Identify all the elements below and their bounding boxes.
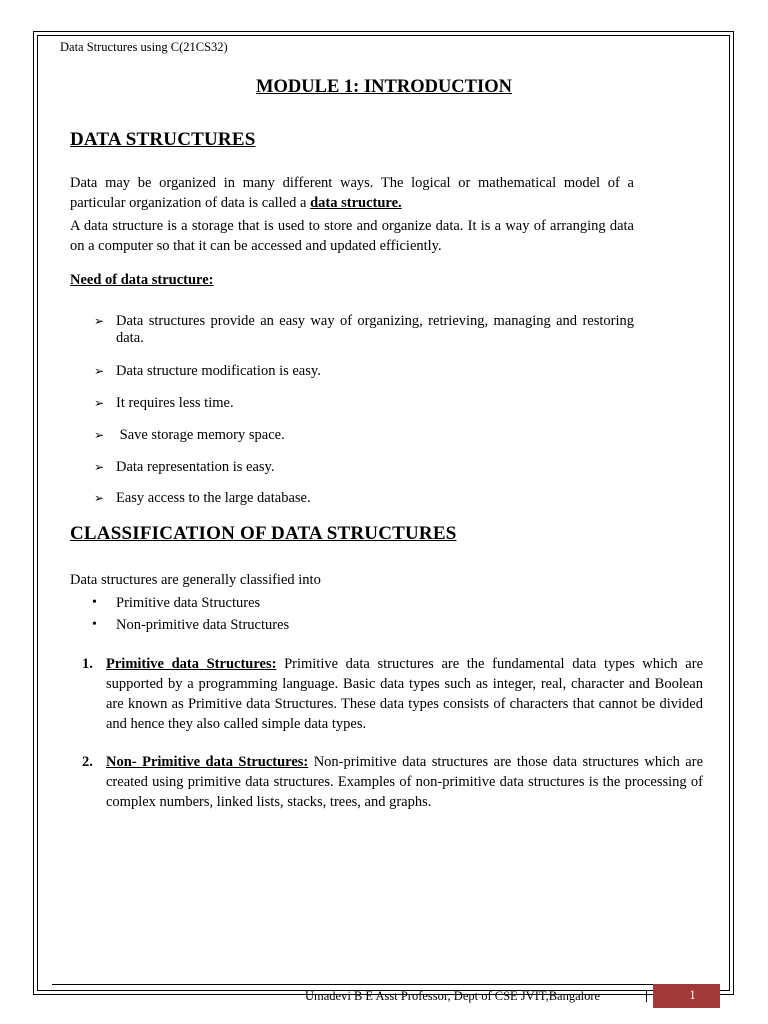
bullet-dot-icon: • [92, 595, 97, 610]
item-text: Non-primitive data structures are those data structures which are created using primitive data structures. Examples of non-primitive data structures is the processing of complex numbers, linked lists, stacks, trees, and graphs. [106, 754, 704, 810]
running-header: Data Structures using C(21CS32) [60, 40, 228, 54]
section-heading-classification: CLASSIFICATION OF DATA STRUCTURES [70, 523, 457, 544]
list-item: ➢ Data representation is easy. [94, 459, 275, 475]
item-text: Primitive data structures are the fundamental data types which are supported by a programming language. Basic data types such as integer, real, character and Boolean are known as Primitive data Structures. These data types consists of characters that cannot be divided and hence they also called simple data types. [106, 656, 703, 732]
paragraph-definition [70, 173, 634, 213]
footer-rule [52, 984, 720, 985]
arrow-bullet-icon: ➢ [94, 428, 105, 442]
numbered-item-primitive [70, 654, 703, 734]
section-heading-data-structures: DATA STRUCTURES [70, 129, 256, 150]
page-number-box [653, 984, 720, 1008]
bullet-dot-icon: • [92, 617, 97, 632]
list-item: ➢ It requires less time. [94, 395, 234, 411]
paragraph-storage: A data structure is a storage that is used to store and organize data. It is a way of arranging data on a computer so that it can be accessed and updated efficiently. [70, 218, 634, 254]
paragraph-definition-text: Data may be organized in many different ways. The logical or mathematical model of a particular organization of data is called a [70, 175, 634, 211]
list-item: ➢ Save storage memory space. [94, 427, 285, 443]
item-term: Primitive data Structures: [106, 656, 277, 672]
item-number: 1. [82, 656, 93, 672]
item-term: Non- Primitive data Structures: [106, 754, 309, 770]
footer-separator [646, 990, 647, 1002]
list-item: ➢ Data structure modification is easy. [94, 363, 321, 379]
page-number: 1 [689, 988, 696, 1002]
arrow-bullet-icon: ➢ [94, 314, 105, 328]
module-title: MODULE 1: INTRODUCTION [256, 77, 512, 97]
item-number: 2. [82, 754, 93, 770]
need-heading: Need of data structure: [70, 272, 214, 288]
arrow-bullet-icon: ➢ [94, 460, 105, 474]
arrow-bullet-icon: ➢ [94, 364, 105, 378]
list-item: • Non-primitive data Structures [92, 617, 290, 633]
list-item: ➢ Easy access to the large database. [94, 490, 311, 506]
defined-term: data structure. [310, 195, 402, 211]
list-item: ➢ Data structures provide an easy way of organizing, retrieving, managing and restoring data. [94, 313, 634, 346]
arrow-bullet-icon: ➢ [94, 491, 105, 505]
numbered-item-non-primitive [70, 752, 703, 812]
arrow-bullet-icon: ➢ [94, 396, 105, 410]
footer-author: Umadevi B E Asst Professor, Dept of CSE JVIT,Bangalore [305, 989, 601, 1003]
list-item: • Primitive data Structures [92, 595, 261, 611]
classification-intro: Data structures are generally classified into [70, 572, 321, 588]
